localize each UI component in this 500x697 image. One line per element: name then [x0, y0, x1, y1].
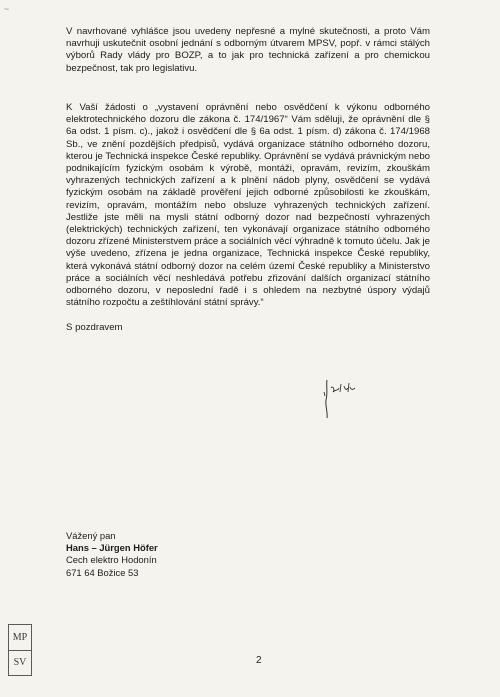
- paragraph-proposal: V navrhované vyhlášce jsou uvedeny nepřesné a mylné skutečnosti, a proto Vám navrhuji uskutečnit osobní jednání s odborným útvarem MPSV, popř. v rámci stálých výborů Rady vlády pro BOZP, a to jak pro technická zařízení a pro chemickou bezpečnost, tak pro legislativu.: [66, 26, 430, 74]
- closing-greeting: S pozdravem: [66, 322, 123, 333]
- page-number: 2: [256, 655, 262, 666]
- addressee-salutation: Vážený pan: [66, 530, 116, 541]
- mpsv-logo: [8, 624, 32, 676]
- paragraph-request-response: K Vaší žádosti o „vystavení oprávnění nebo osvědčení k výkonu odborného elektrotechnického dozoru dle zákona č. 174/1967“ Vám sděluji, že oprávnění dle § 6a odst. 1 písm. c)., jakož i osvědčení dle § 6a odst. 1 písm. d) zákona č. 174/1968 Sb., ve znění pozdějších předpisů, vydává organizace státního odborného dozoru, kterou je Technická inspekce České republiky. Oprávnění se vydává právnickým nebo podnikajícím fyzickým osobám k výrobě, montáži, opravám, revizím, zkouškám vyhrazených technických zařízení a k plnění nádob plyny, osvědčení se vydává fyzickým osobám na základě prověření jejich odborné způsobilosti ke zkouškám, revizím, opravám, montážím nebo obsluze vyhrazených technických zařízení. Jestliže jste měli na mysli státní odborný dozor nad bezpečností vyhrazených (elektrických) technických zařízení, ten vykonávají organizace státního odborného dozoru zřízené Ministerstvem práce a sociálních věcí výhradně k tomuto účelu. Jak je výše uvedeno, zřízena je jedna organizace, Technická inspekce České republiky, která vykonává státní odborný dozor na celém území České republiky a Ministerstvo práce a sociálních věcí neshledává potřebu zřizování dalších organizací státního odborného dozoru, v neposlední řadě i s ohledem na nezbytné úspory výdajů státního rozpočtu a zeštíhlování státní správy.“: [66, 102, 430, 309]
- addressee-company: Cech elektro Hodonín: [66, 554, 157, 566]
- corner-mark: ~: [4, 4, 11, 14]
- addressee-block: [66, 530, 158, 579]
- logo-bottom-letters: SV: [13, 657, 27, 668]
- addressee-address: 671 64 Božice 53: [66, 566, 139, 578]
- logo-top-letters: MP: [9, 625, 31, 651]
- addressee-name: Hans – Jürgen Höfer: [66, 542, 158, 554]
- handwritten-signature: [315, 372, 375, 422]
